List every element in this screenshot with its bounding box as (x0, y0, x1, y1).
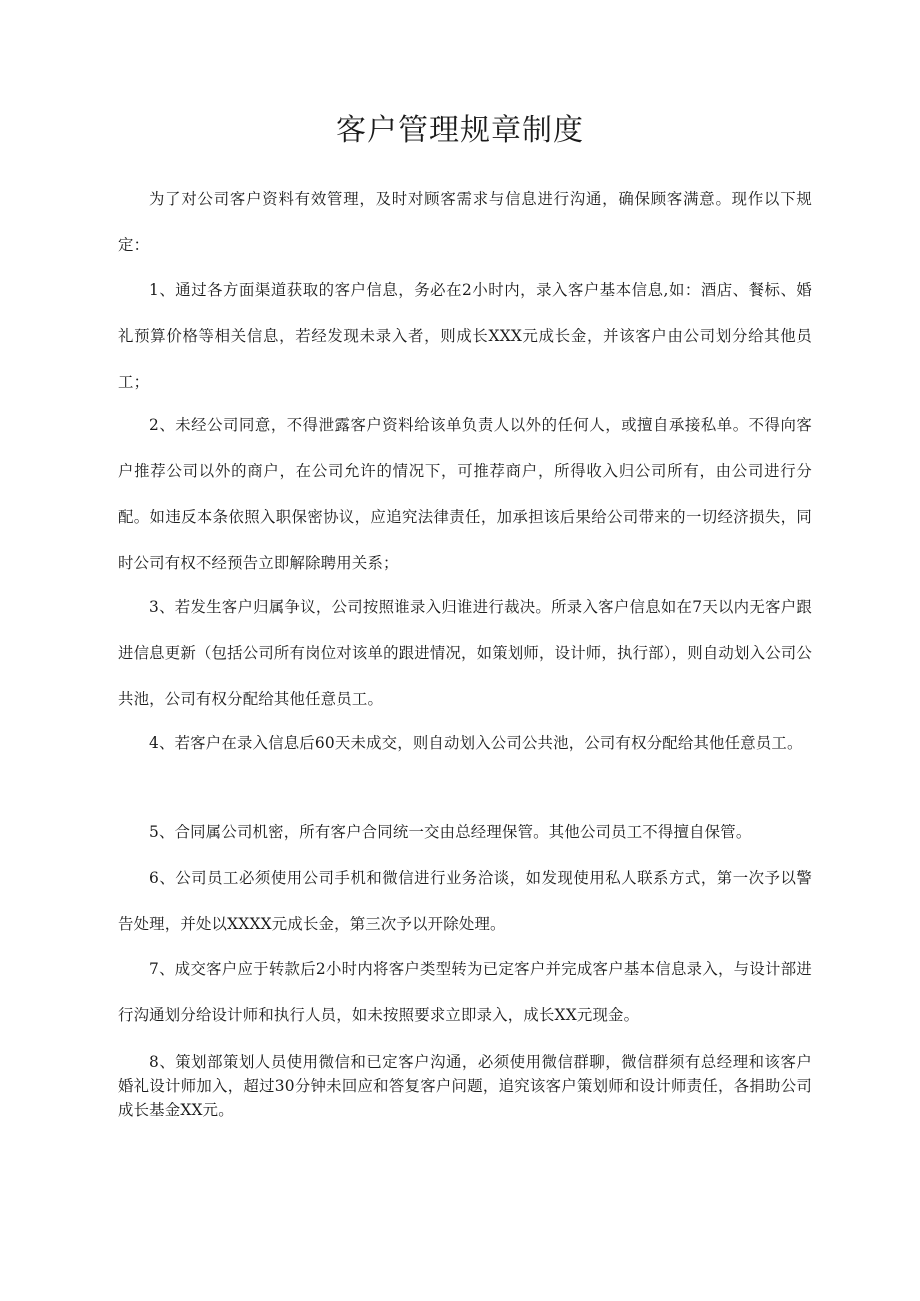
rule-paragraph-1: 1、通过各方面渠道获取的客户信息，务必在2小时内，录入客户基本信息,如：酒店、餐标、婚礼预算价格等相关信息，若经发现未录入者，则成长XXX元成长金，并该客户由公司划分给其他员工； (118, 281, 812, 391)
rule-paragraph-5: 5、合同属公司机密，所有客户合同统一交由总经理保管。其他公司员工不得擅自保管。 (149, 823, 752, 841)
rule-paragraph-8: 8、策划部策划人员使用微信和已定客户沟通，必须使用微信群聊，微信群须有总经理和该客户婚礼设计师加入，超过30分钟未回应和答复客户问题，追究该客户策划师和设计师责任，各捐助公司成长基金XX元。 (118, 1053, 812, 1119)
rule-paragraph-6: 6、公司员工必须使用公司手机和微信进行业务洽谈，如发现使用私人联系方式，第一次予以警告处理，并处以XXXX元成长金，第三次予以开除处理。 (118, 869, 812, 933)
rule-paragraph-4: 4、若客户在录入信息后60天未成交，则自动划入公司公共池，公司有权分配给其他任意员工。 (149, 734, 803, 752)
document-title: 客户管理规章制度 (336, 113, 584, 148)
rule-paragraph-3: 3、若发生客户归属争议，公司按照谁录入归谁进行裁决。所录入客户信息如在7天以内无客户跟进信息更新（包括公司所有岗位对该单的跟进情况，如策划师，设计师，执行部），则自动划入公司公共池，公司有权分配给其他任意员工。 (118, 598, 812, 708)
rule-paragraph-2: 2、未经公司同意，不得泄露客户资料给该单负责人以外的任何人，或擅自承接私单。不得向客户推荐公司以外的商户，在公司允许的情况下，可推荐商户，所得收入归公司所有，由公司进行分配。如违反本条依照入职保密协议，应追究法律责任，加承担该后果给公司带来的一切经济损失，同时公司有权不经预告立即解除聘用关系； (118, 416, 812, 572)
rule-paragraph-7: 7、成交客户应于转款后2小时内将客户类型转为已定客户并完成客户基本信息录入，与设计部进行沟通划分给设计师和执行人员，如未按照要求立即录入，成长XX元现金。 (118, 960, 812, 1024)
intro-paragraph: 为了对公司客户资料有效管理，及时对顾客需求与信息进行沟通，确保顾客满意。现作以下规定： (118, 190, 812, 254)
